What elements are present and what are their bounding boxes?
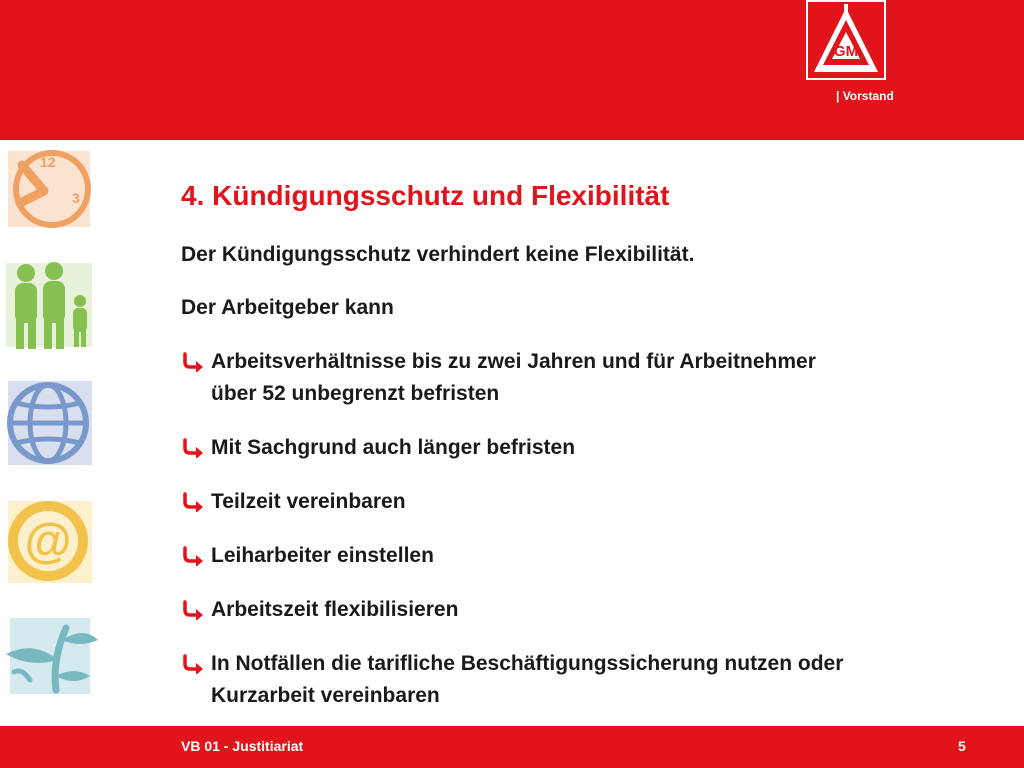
clock-icon (0, 145, 100, 233)
return-arrow-icon (182, 654, 204, 674)
page-number: 5 (958, 738, 966, 754)
bullet-text: Mit Sachgrund auch länger befristen (211, 436, 576, 459)
bullet-item (182, 648, 843, 712)
logo-caption: | Vorstand (836, 89, 894, 103)
svg-text:GM: GM (833, 43, 859, 60)
footer-department: VB 01 - Justitiariat (181, 738, 304, 754)
igm-logo-mark (808, 2, 884, 78)
clock-digit-3: 3 (72, 190, 80, 206)
bullet-item (182, 594, 458, 626)
slide-title: 4. Kündigungsschutz und Flexibilität (181, 180, 670, 211)
bullet-text-continued: Kurzarbeit vereinbaren (211, 684, 440, 707)
bullet-item (182, 346, 816, 410)
return-arrow-icon (182, 352, 204, 372)
bullet-text: In Notfällen die tarifliche Beschäftigungssicherung nutzen oder (211, 652, 844, 675)
globe-icon (0, 375, 100, 469)
bullet-text: Teilzeit vereinbaren (211, 490, 406, 513)
bullet-text: Arbeitsverhältnisse bis zu zwei Jahren und für Arbeitnehmer (211, 350, 816, 373)
return-arrow-icon (182, 438, 204, 458)
intro-statement: Der Kündigungsschutz verhindert keine Flexibilität. (181, 243, 695, 266)
bullet-text-continued: über 52 unbegrenzt befristen (211, 382, 500, 405)
clock-digit-12: 12 (40, 154, 56, 170)
return-arrow-icon (182, 600, 204, 620)
bullet-text: Arbeitszeit flexibilisieren (211, 598, 459, 621)
footer-band (0, 726, 1024, 768)
intro-employer: Der Arbeitgeber kann (181, 296, 394, 319)
return-arrow-icon (182, 546, 204, 566)
return-arrow-icon (182, 492, 204, 512)
bullet-text: Leiharbeiter einstellen (211, 544, 434, 567)
igm-logo (806, 0, 886, 80)
bullet-item (182, 486, 406, 518)
bullet-item (182, 540, 434, 572)
bullet-item (182, 432, 575, 464)
at-sign-icon (0, 495, 100, 587)
family-icon (0, 255, 100, 355)
svg-text:@: @ (24, 515, 72, 568)
plant-icon (0, 610, 100, 700)
